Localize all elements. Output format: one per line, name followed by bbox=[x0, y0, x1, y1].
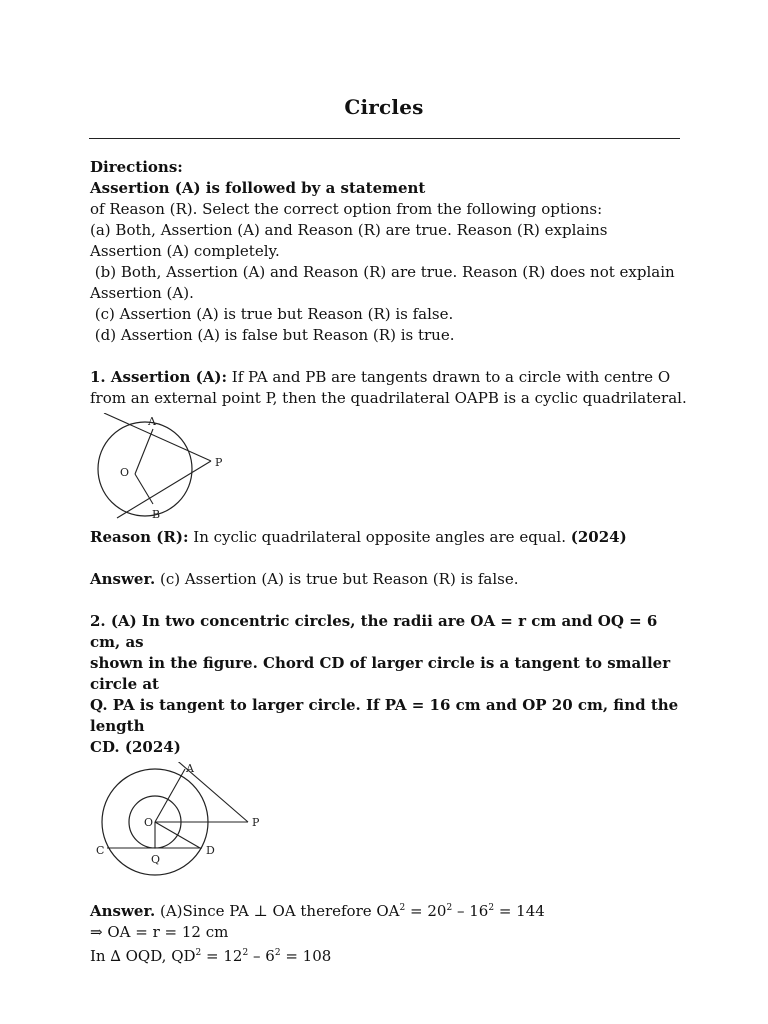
question-1-line-2: from an external point P, then the quadrilateral OAPB is a cyclic quadrilateral. bbox=[90, 389, 687, 407]
answer-2-line-3-a: In ∆ OQD, QD bbox=[90, 947, 196, 965]
radius-oa bbox=[155, 769, 185, 822]
question-1-label: 1. Assertion (A): bbox=[90, 368, 227, 386]
reason-label: Reason (R): bbox=[90, 528, 189, 546]
reason-line bbox=[90, 527, 690, 548]
option-c: (c) Assertion (A) is true but Reason (R) is false. bbox=[90, 305, 454, 323]
figure2-label-d: D bbox=[206, 844, 215, 857]
option-a-line-2: Assertion (A) completely. bbox=[90, 242, 280, 260]
answer-2-text-b: = 20 bbox=[405, 902, 447, 920]
answer-2-line-3-d: = 108 bbox=[280, 947, 332, 965]
directions-line-1: Assertion (A) is followed by a statement bbox=[90, 179, 426, 197]
answer-2-text-a: (A)Since PA ⊥ OA therefore OA bbox=[155, 902, 400, 920]
superscript-2: 2 bbox=[195, 948, 202, 958]
figure2-label-c: C bbox=[96, 844, 105, 857]
superscript-2: 2 bbox=[488, 903, 495, 913]
figure-label-o: O bbox=[120, 466, 130, 479]
directions-line-2: of Reason (R). Select the correct option from the following options: bbox=[90, 200, 603, 218]
tangent-line-pa bbox=[104, 413, 211, 461]
figure2-label-a: A bbox=[186, 762, 194, 775]
answer-2-text-d: = 144 bbox=[494, 902, 545, 920]
title-divider bbox=[89, 138, 680, 139]
document-body bbox=[90, 157, 690, 967]
option-b-line-2: Assertion (A). bbox=[90, 284, 194, 302]
concentric-circles-figure bbox=[90, 762, 280, 896]
question-2-line-4: CD. (2024) bbox=[90, 738, 181, 756]
question-1-text-1: If PA and PB are tangents drawn to a circle with centre O bbox=[227, 368, 671, 386]
radius-oa bbox=[135, 429, 153, 474]
figure-circle bbox=[98, 422, 192, 516]
question-2-line-1: 2. (A) In two concentric circles, the radii are OA = r cm and OQ = 6 cm, as bbox=[90, 612, 658, 651]
question-2-line-2: shown in the figure. Chord CD of larger circle is a tangent to smaller circle at bbox=[90, 654, 671, 693]
answer-2-line-3-c: – 6 bbox=[248, 947, 275, 965]
question-2-line-3: Q. PA is tangent to larger circle. If PA = 16 cm and OP 20 cm, find the length bbox=[90, 696, 679, 735]
answer-1-line bbox=[90, 569, 690, 590]
figure2-label-o: O bbox=[144, 816, 154, 829]
answer-2-line-3 bbox=[90, 943, 690, 967]
tangent-figure bbox=[90, 413, 270, 525]
figure-label-p: P bbox=[215, 456, 223, 469]
radius-ob bbox=[135, 474, 153, 504]
answer-1-label: Answer. bbox=[90, 570, 156, 588]
answer-2-text-c: – 16 bbox=[452, 902, 489, 920]
superscript-2: 2 bbox=[242, 948, 249, 958]
answer-2-label: Answer. bbox=[90, 902, 156, 920]
figure2-label-q: Q bbox=[151, 853, 161, 866]
option-d: (d) Assertion (A) is false but Reason (R) is true. bbox=[90, 326, 455, 344]
figure-label-a: A bbox=[148, 415, 156, 428]
superscript-2: 2 bbox=[274, 948, 281, 958]
answer-2-line-3-b: = 12 bbox=[201, 947, 243, 965]
question-1-line-1 bbox=[90, 367, 690, 388]
page-title: Circles bbox=[344, 95, 424, 119]
option-a-line-1: (a) Both, Assertion (A) and Reason (R) are true. Reason (R) explains bbox=[90, 221, 608, 239]
directions-heading: Directions: bbox=[90, 158, 183, 176]
superscript-2: 2 bbox=[446, 903, 453, 913]
superscript-2: 2 bbox=[399, 903, 406, 913]
tangent-line-pb bbox=[117, 461, 211, 518]
figure-label-b: B bbox=[152, 508, 161, 521]
answer-2-line-2: ⇒ OA = r = 12 cm bbox=[90, 923, 229, 941]
option-b-line-1: (b) Both, Assertion (A) and Reason (R) are true. Reason (R) does not explain bbox=[90, 263, 675, 281]
answer-2-line-1 bbox=[90, 898, 690, 922]
reason-year: (2024) bbox=[570, 528, 627, 546]
reason-text: In cyclic quadrilateral opposite angles are equal. bbox=[188, 528, 571, 546]
figure2-label-p: P bbox=[252, 816, 260, 829]
segment-od bbox=[155, 822, 200, 848]
answer-1-text: (c) Assertion (A) is true but Reason (R) is false. bbox=[155, 570, 519, 588]
